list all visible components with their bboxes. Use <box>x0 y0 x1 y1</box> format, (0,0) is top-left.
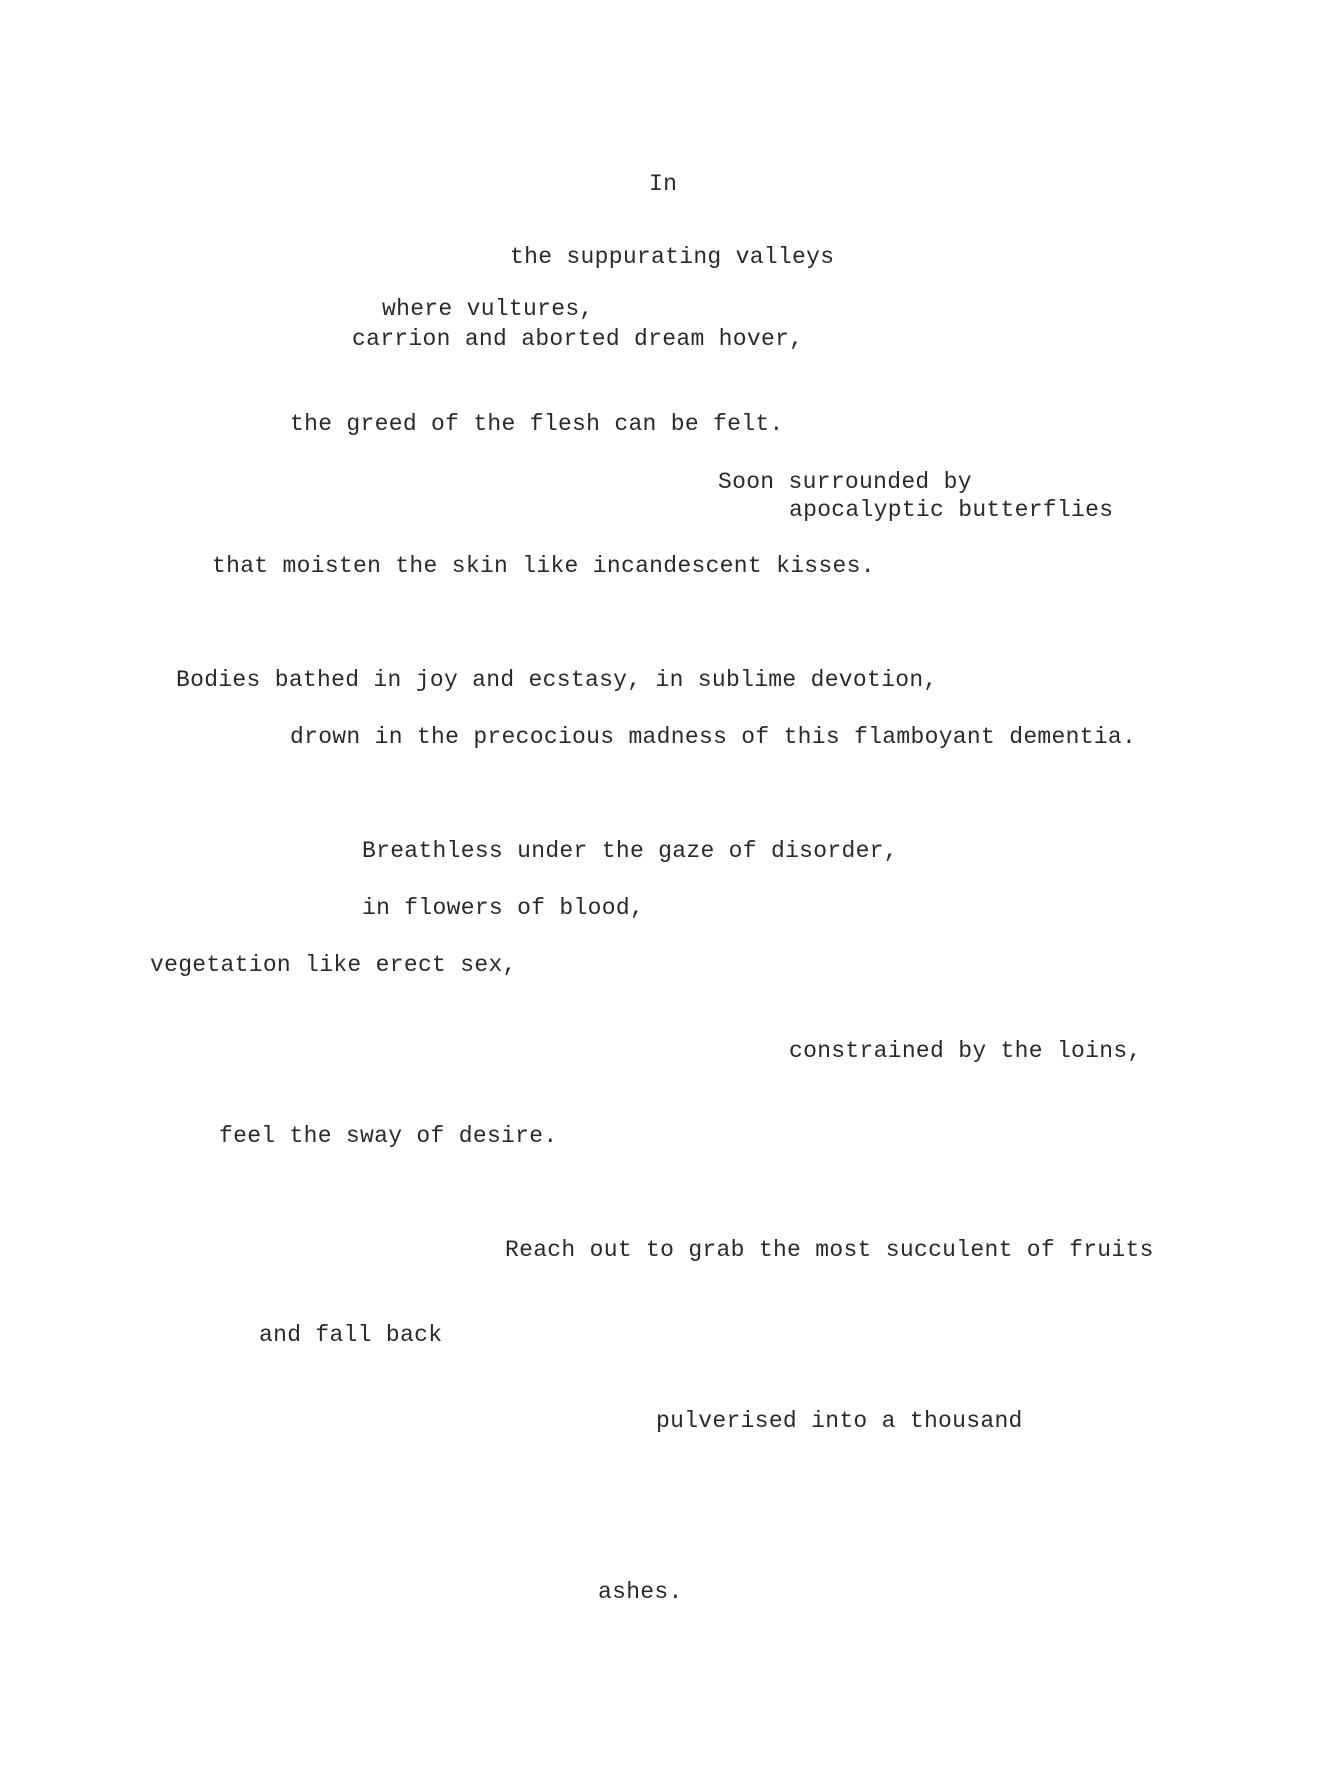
poem-line: where vultures, <box>382 296 594 322</box>
poem-line: and fall back <box>259 1322 443 1348</box>
poem-line: carrion and aborted dream hover, <box>352 326 804 352</box>
poem-line: Soon surrounded by <box>718 469 972 495</box>
poem-line: Bodies bathed in joy and ecstasy, in sublime devotion, <box>176 667 938 693</box>
poem-line: in flowers of blood, <box>362 895 645 921</box>
poem-line: pulverised into a thousand <box>656 1408 1023 1434</box>
poem-line: that moisten the skin like incandescent kisses. <box>212 553 875 579</box>
poem-line: Breathless under the gaze of disorder, <box>362 838 898 864</box>
poem-line: the greed of the flesh can be felt. <box>290 411 784 437</box>
poem-line: constrained by the loins, <box>789 1038 1142 1064</box>
poem-line: ashes. <box>598 1579 683 1605</box>
poem-line: apocalyptic butterflies <box>789 497 1114 523</box>
poem-line: Reach out to grab the most succulent of fruits <box>505 1237 1154 1263</box>
poem-line: vegetation like erect sex, <box>150 952 517 978</box>
poem-line: feel the sway of desire. <box>219 1123 558 1149</box>
poem-line: drown in the precocious madness of this flamboyant dementia. <box>290 724 1137 750</box>
poem-line: In <box>649 171 678 197</box>
poem-line: the suppurating valleys <box>510 244 835 270</box>
